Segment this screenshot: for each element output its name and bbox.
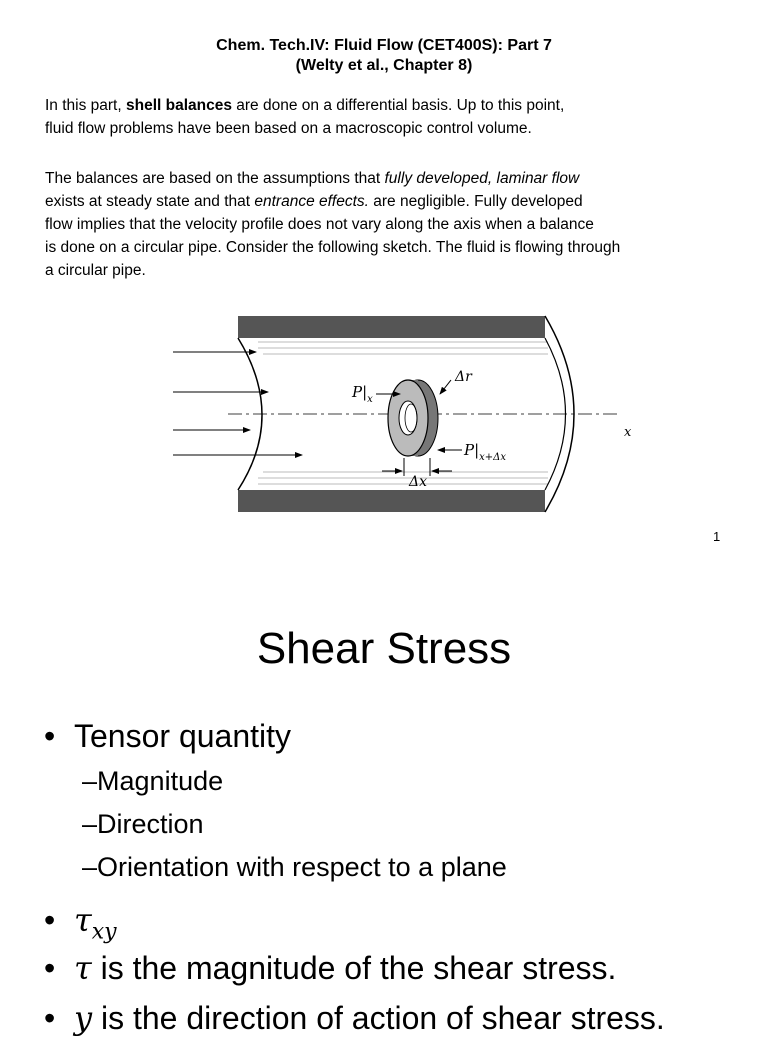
text: are done on a differential basis. Up to this point,: [231, 97, 565, 114]
label-axis-x: x: [624, 425, 632, 440]
bullet-dot: •: [44, 902, 56, 938]
document-subtitle: (Welty et al., Chapter 8): [295, 57, 473, 74]
intro-paragraph-2-line-4: is done on a circular pipe. Consider the following sketch. The fluid is flowing through: [45, 239, 621, 256]
dash: –: [82, 809, 98, 839]
document-title: Chem. Tech.IV: Fluid Flow (CET400S): Part 7: [216, 37, 552, 54]
label-delta-x: Δx: [409, 474, 428, 490]
sub-bullet-text: Direction: [97, 809, 204, 839]
bullet-dot: •: [44, 950, 56, 986]
text: are negligible. Fully developed: [368, 193, 583, 210]
text: exists at steady state and that: [45, 193, 255, 210]
italic-term: entrance effects.: [254, 193, 369, 210]
intro-paragraph-2-line-3: flow implies that the velocity profile does not vary along the axis when a balance: [45, 216, 594, 233]
dash: –: [82, 766, 98, 796]
pipe-wall-bottom: [238, 490, 545, 512]
bullet-text: Tensor quantity: [74, 718, 292, 754]
intro-paragraph-2-line-2: [45, 192, 583, 212]
pipe-wall-top: [238, 316, 545, 338]
math-symbol: τ: [74, 949, 92, 987]
annular-shell-element: [388, 380, 438, 456]
label-delta-r: Δr: [455, 369, 472, 385]
bullet-dot: •: [44, 718, 56, 754]
bullet-text: is the direction of action of shear stress.: [92, 1000, 665, 1036]
page-number: 1: [713, 529, 721, 544]
italic-term: fully developed, laminar flow: [384, 170, 580, 187]
pipe-shell-diagram: [168, 308, 632, 548]
intro-paragraph-2-line-5: a circular pipe.: [45, 262, 146, 279]
math-subscript: xy: [91, 919, 117, 945]
delta-r-arrow: [440, 380, 451, 394]
inlet-flow-arrows: [173, 352, 302, 455]
text: The balances are based on the assumptions that: [45, 170, 385, 187]
intro-paragraph-2-line-1: [45, 169, 579, 189]
bold-term: shell balances: [125, 97, 232, 114]
bullet-tau-magnitude: [44, 948, 616, 988]
bullet-text: is the magnitude of the shear stress.: [91, 950, 617, 986]
bullet-dot: •: [44, 1000, 56, 1036]
sub-bullet-text: Magnitude: [97, 766, 224, 796]
sub-bullet-text: Orientation with respect to a plane: [97, 852, 507, 882]
math-symbol: y: [74, 999, 93, 1037]
math-symbol: τ: [74, 901, 92, 939]
dash: –: [82, 852, 98, 882]
pipe-sketch: [168, 308, 632, 548]
label-p-x: $P|_x$: [352, 383, 373, 405]
sub-bullet-direction: [82, 807, 204, 841]
intro-paragraph-1-line-1: [45, 96, 564, 116]
bullet-tensor-quantity: [44, 716, 291, 756]
bullet-tau-xy: [44, 900, 117, 952]
label-p-x-dx: $P|_{x+\Delta x}$: [464, 441, 507, 463]
sub-bullet-magnitude: [82, 764, 223, 798]
intro-paragraph-1-line-2: fluid flow problems have been based on a macroscopic control volume.: [45, 120, 532, 137]
sub-bullet-orientation: [82, 850, 507, 884]
text: In this part,: [45, 97, 126, 114]
bullet-y-direction: [44, 998, 665, 1038]
slide-title: Shear Stress: [256, 624, 512, 673]
